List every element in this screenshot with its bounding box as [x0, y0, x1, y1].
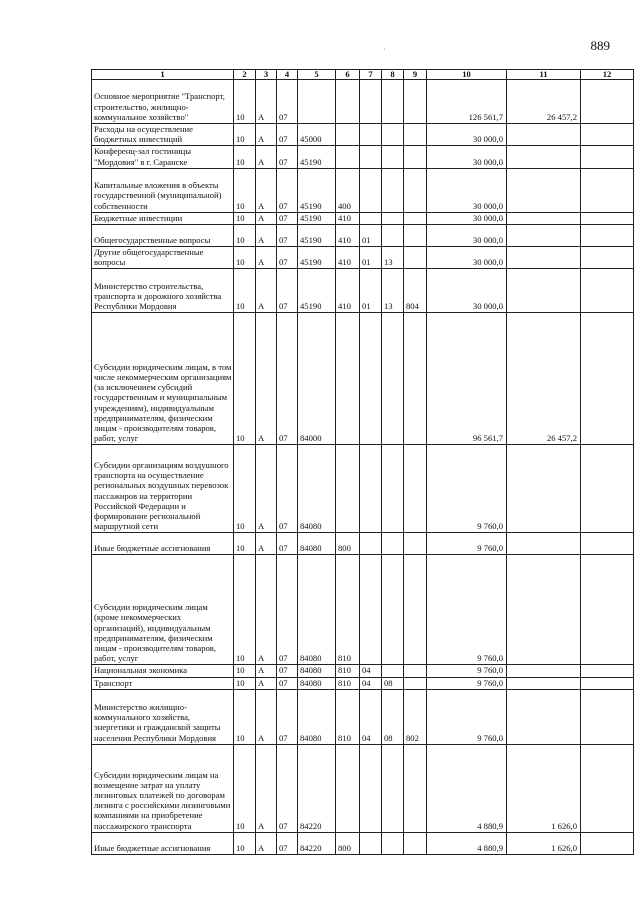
code-col-7-cell: 04	[360, 677, 382, 689]
code-col-3-cell: А	[256, 689, 277, 744]
row-name-cell: Министерство жилищно-коммунального хозяйства, энергетики и гражданской защиты населения Республики Мордовия	[92, 689, 234, 744]
column-header: 5	[298, 70, 336, 80]
code-col-4-cell: 07	[277, 146, 298, 168]
code-col-7-cell	[360, 168, 382, 212]
code-col-5-cell: 84080	[298, 677, 336, 689]
row-name-cell: Иные бюджетные ассигнования	[92, 533, 234, 555]
row-name-cell: Иные бюджетные ассигнования	[92, 832, 234, 854]
code-col-6-cell	[336, 146, 360, 168]
code-col-2-cell: 10	[234, 313, 256, 445]
column-header: 7	[360, 70, 382, 80]
code-col-9-cell	[404, 247, 427, 269]
table-row	[92, 212, 634, 224]
code-col-7-cell	[360, 555, 382, 665]
code-col-4-cell: 07	[277, 832, 298, 854]
table-row	[92, 445, 634, 533]
amount-col-11-cell	[507, 247, 581, 269]
amount-col-11-cell	[507, 124, 581, 146]
amount-col-11-cell	[507, 555, 581, 665]
code-col-2-cell: 10	[234, 445, 256, 533]
code-col-2-cell: 10	[234, 168, 256, 212]
amount-col-12-cell	[581, 225, 634, 247]
code-col-5-cell: 84080	[298, 533, 336, 555]
amount-col-12-cell	[581, 832, 634, 854]
code-col-8-cell	[382, 832, 404, 854]
code-col-7-cell	[360, 212, 382, 224]
code-col-4-cell: 07	[277, 313, 298, 445]
code-col-7-cell: 04	[360, 689, 382, 744]
code-col-8-cell	[382, 445, 404, 533]
code-col-2-cell: 10	[234, 212, 256, 224]
budget-table-container	[91, 69, 633, 855]
table-row	[92, 124, 634, 146]
code-col-9-cell	[404, 124, 427, 146]
code-col-6-cell: 810	[336, 689, 360, 744]
code-col-5-cell: 45190	[298, 247, 336, 269]
amount-col-12-cell	[581, 247, 634, 269]
amount-col-11-cell: 26 457,2	[507, 80, 581, 124]
code-col-9-cell	[404, 533, 427, 555]
code-col-5-cell: 84080	[298, 445, 336, 533]
row-name-cell: Капитальные вложения в объекты государственной (муниципальной) собственности	[92, 168, 234, 212]
amount-col-12-cell	[581, 445, 634, 533]
amount-col-10-cell: 126 561,7	[427, 80, 507, 124]
table-row	[92, 689, 634, 744]
row-name-cell: Министерство строительства, транспорта и дорожного хозяйства Республики Мордовия	[92, 269, 234, 313]
table-header-row	[92, 70, 634, 80]
amount-col-10-cell: 9 760,0	[427, 445, 507, 533]
code-col-2-cell: 10	[234, 269, 256, 313]
code-col-8-cell	[382, 146, 404, 168]
column-header: 9	[404, 70, 427, 80]
table-body	[92, 80, 634, 855]
code-col-2-cell: 10	[234, 247, 256, 269]
code-col-7-cell: 01	[360, 269, 382, 313]
table-row	[92, 677, 634, 689]
code-col-2-cell: 10	[234, 744, 256, 832]
amount-col-12-cell	[581, 124, 634, 146]
row-name-cell: Субсидии юридическим лицам (кроме некоммерческих организаций), индивидуальным предпринимателям, физическим лицам - производителям товаров, работ, услуг	[92, 555, 234, 665]
code-col-2-cell: 10	[234, 146, 256, 168]
code-col-9-cell	[404, 225, 427, 247]
code-col-7-cell	[360, 313, 382, 445]
amount-col-12-cell	[581, 168, 634, 212]
amount-col-11-cell	[507, 677, 581, 689]
amount-col-11-cell	[507, 168, 581, 212]
page-number: 889	[590, 38, 610, 53]
code-col-5-cell: 84220	[298, 832, 336, 854]
row-name-cell: Национальная экономика	[92, 665, 234, 677]
code-col-3-cell: А	[256, 247, 277, 269]
code-col-9-cell: 802	[404, 689, 427, 744]
table-row	[92, 832, 634, 854]
code-col-9-cell	[404, 665, 427, 677]
amount-col-12-cell	[581, 665, 634, 677]
code-col-4-cell: 07	[277, 212, 298, 224]
code-col-9-cell	[404, 555, 427, 665]
row-name-cell: Субсидии юридическим лицам на возмещение затрат на уплату лизинговых платежей по договорам лизинга с российскими лизинговыми компаниями на приобретение пассажирского транспорта	[92, 744, 234, 832]
code-col-5-cell: 84080	[298, 555, 336, 665]
row-name-cell: Конференц-зал гостиницы "Мордовия" в г. Саранске	[92, 146, 234, 168]
table-row	[92, 269, 634, 313]
code-col-8-cell	[382, 80, 404, 124]
amount-col-11-cell	[507, 689, 581, 744]
code-col-5-cell: 45190	[298, 168, 336, 212]
code-col-6-cell: 800	[336, 832, 360, 854]
row-name-cell: Субсидии организациям воздушного транспорта на осуществление региональных воздушных перевозок пассажиров на территории Российской Федерации и формирование региональной маршрутной сети	[92, 445, 234, 533]
amount-col-12-cell	[581, 212, 634, 224]
row-name-cell: Транспорт	[92, 677, 234, 689]
table-row	[92, 555, 634, 665]
code-col-4-cell: 07	[277, 689, 298, 744]
amount-col-12-cell	[581, 269, 634, 313]
amount-col-12-cell	[581, 689, 634, 744]
code-col-5-cell	[298, 80, 336, 124]
column-header: 10	[427, 70, 507, 80]
code-col-3-cell: А	[256, 677, 277, 689]
code-col-7-cell	[360, 146, 382, 168]
code-col-8-cell	[382, 665, 404, 677]
code-col-4-cell: 07	[277, 665, 298, 677]
code-col-8-cell: 13	[382, 269, 404, 313]
code-col-3-cell: А	[256, 80, 277, 124]
code-col-7-cell	[360, 80, 382, 124]
code-col-9-cell	[404, 832, 427, 854]
code-col-5-cell: 45000	[298, 124, 336, 146]
code-col-4-cell: 07	[277, 247, 298, 269]
amount-col-10-cell: 4 880,9	[427, 832, 507, 854]
code-col-8-cell	[382, 744, 404, 832]
code-col-7-cell	[360, 744, 382, 832]
code-col-2-cell: 10	[234, 689, 256, 744]
code-col-8-cell: 08	[382, 677, 404, 689]
code-col-9-cell: 804	[404, 269, 427, 313]
code-col-6-cell	[336, 124, 360, 146]
code-col-9-cell	[404, 677, 427, 689]
amount-col-10-cell: 9 760,0	[427, 533, 507, 555]
table-row	[92, 533, 634, 555]
amount-col-11-cell	[507, 225, 581, 247]
amount-col-12-cell	[581, 313, 634, 445]
code-col-6-cell: 810	[336, 665, 360, 677]
code-col-7-cell: 01	[360, 247, 382, 269]
code-col-9-cell	[404, 313, 427, 445]
amount-col-11-cell	[507, 445, 581, 533]
code-col-4-cell: 07	[277, 677, 298, 689]
budget-table	[91, 69, 634, 855]
amount-col-10-cell: 30 000,0	[427, 146, 507, 168]
scan-speck: ·	[383, 44, 386, 54]
code-col-2-cell: 10	[234, 665, 256, 677]
amount-col-12-cell	[581, 555, 634, 665]
code-col-9-cell	[404, 146, 427, 168]
column-header: 3	[256, 70, 277, 80]
table-row	[92, 744, 634, 832]
code-col-4-cell: 07	[277, 744, 298, 832]
code-col-5-cell: 45190	[298, 212, 336, 224]
amount-col-10-cell: 96 561,7	[427, 313, 507, 445]
table-row	[92, 80, 634, 124]
code-col-8-cell	[382, 124, 404, 146]
table-row	[92, 665, 634, 677]
code-col-6-cell	[336, 445, 360, 533]
amount-col-10-cell: 4 880,9	[427, 744, 507, 832]
code-col-3-cell: А	[256, 212, 277, 224]
code-col-3-cell: А	[256, 665, 277, 677]
row-name-cell: Другие общегосударственные вопросы	[92, 247, 234, 269]
code-col-8-cell	[382, 533, 404, 555]
amount-col-10-cell: 30 000,0	[427, 168, 507, 212]
code-col-6-cell: 410	[336, 212, 360, 224]
column-header: 6	[336, 70, 360, 80]
amount-col-10-cell: 30 000,0	[427, 247, 507, 269]
table-row	[92, 146, 634, 168]
code-col-5-cell: 84000	[298, 313, 336, 445]
code-col-3-cell: А	[256, 124, 277, 146]
column-header: 2	[234, 70, 256, 80]
column-header: 8	[382, 70, 404, 80]
code-col-3-cell: А	[256, 832, 277, 854]
code-col-6-cell: 810	[336, 677, 360, 689]
code-col-6-cell: 410	[336, 247, 360, 269]
code-col-9-cell	[404, 212, 427, 224]
code-col-6-cell: 410	[336, 269, 360, 313]
amount-col-10-cell: 9 760,0	[427, 689, 507, 744]
row-name-cell: Бюджетные инвестиции	[92, 212, 234, 224]
code-col-2-cell: 10	[234, 533, 256, 555]
code-col-2-cell: 10	[234, 80, 256, 124]
code-col-8-cell	[382, 555, 404, 665]
amount-col-10-cell: 30 000,0	[427, 269, 507, 313]
column-header: 11	[507, 70, 581, 80]
code-col-9-cell	[404, 168, 427, 212]
code-col-2-cell: 10	[234, 832, 256, 854]
amount-col-12-cell	[581, 677, 634, 689]
code-col-8-cell: 08	[382, 689, 404, 744]
amount-col-10-cell: 30 000,0	[427, 124, 507, 146]
code-col-3-cell: А	[256, 168, 277, 212]
table-row	[92, 313, 634, 445]
code-col-6-cell: 800	[336, 533, 360, 555]
code-col-2-cell: 10	[234, 124, 256, 146]
row-name-cell: Субсидии юридическим лицам, в том числе некоммерческим организациям (за исключением субсидий государственным и муниципальным учреждениям), индивидуальным предпринимателям, физическим лицам - производителям товаров, работ, услуг	[92, 313, 234, 445]
code-col-4-cell: 07	[277, 80, 298, 124]
code-col-5-cell: 45190	[298, 269, 336, 313]
amount-col-10-cell: 9 760,0	[427, 555, 507, 665]
code-col-4-cell: 07	[277, 269, 298, 313]
code-col-4-cell: 07	[277, 533, 298, 555]
code-col-6-cell: 400	[336, 168, 360, 212]
code-col-2-cell: 10	[234, 677, 256, 689]
code-col-3-cell: А	[256, 445, 277, 533]
code-col-7-cell	[360, 445, 382, 533]
code-col-4-cell: 07	[277, 555, 298, 665]
code-col-6-cell	[336, 313, 360, 445]
code-col-5-cell: 45190	[298, 225, 336, 247]
code-col-3-cell: А	[256, 269, 277, 313]
amount-col-11-cell	[507, 533, 581, 555]
code-col-5-cell: 84080	[298, 689, 336, 744]
code-col-9-cell	[404, 80, 427, 124]
code-col-8-cell	[382, 313, 404, 445]
table-row	[92, 247, 634, 269]
code-col-8-cell: 13	[382, 247, 404, 269]
amount-col-12-cell	[581, 533, 634, 555]
code-col-8-cell	[382, 212, 404, 224]
code-col-5-cell: 84080	[298, 665, 336, 677]
code-col-4-cell: 07	[277, 124, 298, 146]
code-col-9-cell	[404, 445, 427, 533]
code-col-3-cell: А	[256, 146, 277, 168]
column-header: 12	[581, 70, 634, 80]
row-name-cell: Расходы на осуществление бюджетных инвестиций	[92, 124, 234, 146]
amount-col-10-cell: 30 000,0	[427, 225, 507, 247]
code-col-4-cell: 07	[277, 225, 298, 247]
code-col-2-cell: 10	[234, 225, 256, 247]
code-col-2-cell: 10	[234, 555, 256, 665]
code-col-3-cell: А	[256, 313, 277, 445]
row-name-cell: Общегосударственные вопросы	[92, 225, 234, 247]
code-col-4-cell: 07	[277, 168, 298, 212]
table-row	[92, 225, 634, 247]
code-col-6-cell: 810	[336, 555, 360, 665]
amount-col-11-cell	[507, 269, 581, 313]
column-header: 1	[92, 70, 234, 80]
code-col-7-cell	[360, 533, 382, 555]
code-col-6-cell	[336, 80, 360, 124]
row-name-cell: Основное мероприятие "Транспорт, строительство, жилищно-коммунальное хозяйство"	[92, 80, 234, 124]
code-col-6-cell: 410	[336, 225, 360, 247]
amount-col-11-cell	[507, 665, 581, 677]
code-col-9-cell	[404, 744, 427, 832]
amount-col-11-cell: 1 626,0	[507, 832, 581, 854]
code-col-4-cell: 07	[277, 445, 298, 533]
amount-col-10-cell: 9 760,0	[427, 677, 507, 689]
amount-col-12-cell	[581, 146, 634, 168]
code-col-3-cell: А	[256, 225, 277, 247]
code-col-7-cell	[360, 832, 382, 854]
code-col-7-cell: 04	[360, 665, 382, 677]
column-header: 4	[277, 70, 298, 80]
amount-col-10-cell: 30 000,0	[427, 212, 507, 224]
code-col-5-cell: 45190	[298, 146, 336, 168]
code-col-6-cell	[336, 744, 360, 832]
amount-col-11-cell: 26 457,2	[507, 313, 581, 445]
code-col-8-cell	[382, 225, 404, 247]
amount-col-12-cell	[581, 744, 634, 832]
amount-col-11-cell: 1 626,0	[507, 744, 581, 832]
amount-col-11-cell	[507, 212, 581, 224]
amount-col-12-cell	[581, 80, 634, 124]
amount-col-10-cell: 9 760,0	[427, 665, 507, 677]
code-col-7-cell: 01	[360, 225, 382, 247]
amount-col-11-cell	[507, 146, 581, 168]
code-col-3-cell: А	[256, 533, 277, 555]
code-col-7-cell	[360, 124, 382, 146]
table-row	[92, 168, 634, 212]
code-col-5-cell: 84220	[298, 744, 336, 832]
code-col-8-cell	[382, 168, 404, 212]
code-col-3-cell: А	[256, 744, 277, 832]
code-col-3-cell: А	[256, 555, 277, 665]
